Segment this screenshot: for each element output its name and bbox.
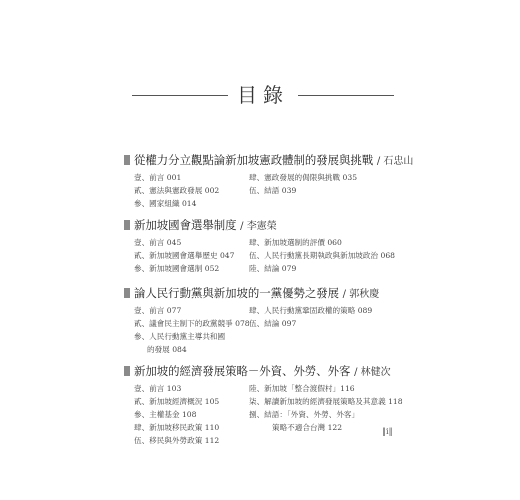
- section-marker: [124, 366, 130, 376]
- toc-entry[interactable]: 捌、結語：「外資、外勞、外客」: [249, 410, 360, 419]
- toc-section: [124, 152, 424, 208]
- toc-entry[interactable]: 伍、移民與外勞政策 112: [134, 436, 220, 445]
- toc-entry[interactable]: 壹、前言 103: [134, 384, 182, 393]
- page-number: ‖i‖: [382, 427, 393, 436]
- section-heading[interactable]: [124, 363, 424, 379]
- toc-entry[interactable]: 陸、新加坡「整合渡假村」116: [249, 384, 355, 393]
- section-title: 新加坡的經濟發展策略－外資、外勞、外客: [134, 364, 351, 378]
- toc-entry[interactable]: 參、國家組織 014: [134, 199, 197, 208]
- section-heading[interactable]: [124, 152, 424, 168]
- toc-section: [124, 217, 424, 273]
- section-author: / 李憲榮: [240, 221, 277, 232]
- section-marker: [124, 155, 130, 165]
- toc-entry[interactable]: 肆、新加坡選制的評價 060: [249, 238, 342, 247]
- section-heading[interactable]: [124, 285, 424, 301]
- toc-entry[interactable]: 壹、前言 045: [134, 238, 182, 247]
- section-marker: [124, 288, 130, 298]
- toc-entry[interactable]: 陸、結論 079: [249, 264, 297, 273]
- toc-entry[interactable]: 柒、解讀新加坡的經濟發展策略及其意義 118: [249, 397, 403, 406]
- toc-entry[interactable]: 肆、人民行動黨鞏固政權的策略 089: [249, 306, 373, 315]
- toc-entry[interactable]: 參、主權基金 108: [134, 410, 197, 419]
- toc-entry[interactable]: 貳、議會民主制下的政黨競爭 078: [134, 319, 250, 328]
- header-rule-right: [298, 95, 394, 96]
- section-heading[interactable]: [124, 217, 424, 233]
- toc-section: [124, 285, 424, 354]
- toc-entry[interactable]: 伍、結語 039: [249, 186, 297, 195]
- toc-entry[interactable]: 參、新加坡國會選制 052: [134, 264, 220, 273]
- toc-entry[interactable]: 伍、結論 097: [249, 319, 297, 328]
- contents-header: [132, 82, 394, 108]
- section-title: 論人民行動黨與新加坡的一黨優勢之發展: [134, 286, 340, 300]
- page-title: 目錄: [237, 83, 289, 107]
- section-author: / 林健次: [354, 367, 391, 378]
- toc-entry[interactable]: 策略不適合台灣 122: [272, 423, 343, 432]
- toc-entry[interactable]: 貳、新加坡國會選舉歷史 047: [134, 251, 235, 260]
- toc-entry[interactable]: 貳、新加坡經濟概況 105: [134, 397, 220, 406]
- header-rule-left: [132, 95, 228, 96]
- section-marker: [124, 220, 130, 230]
- toc-entry[interactable]: 肆、憲政發展的侷限與挑戰 035: [249, 173, 358, 182]
- toc-entry[interactable]: 參、人民行動黨主導共和國: [134, 332, 226, 341]
- toc-entry[interactable]: 壹、前言 001: [134, 173, 182, 182]
- toc-entry[interactable]: 貳、憲法與憲政發展 002: [134, 186, 220, 195]
- section-author: / 郭秋慶: [342, 289, 380, 300]
- section-title: 新加坡國會選舉制度: [134, 218, 237, 232]
- toc-entry[interactable]: 伍、人民行動黨長期執政與新加坡政治 068: [249, 251, 395, 260]
- toc-entry[interactable]: 肆、新加坡移民政策 110: [134, 423, 220, 432]
- section-author: / 石忠山: [376, 156, 414, 167]
- section-title: 從權力分立觀點論新加坡憲政體制的發展與挑戰: [134, 153, 374, 167]
- toc-entry[interactable]: 的發展 084: [147, 345, 187, 354]
- toc-entry[interactable]: 壹、前言 077: [134, 306, 182, 315]
- toc-section: [124, 363, 424, 445]
